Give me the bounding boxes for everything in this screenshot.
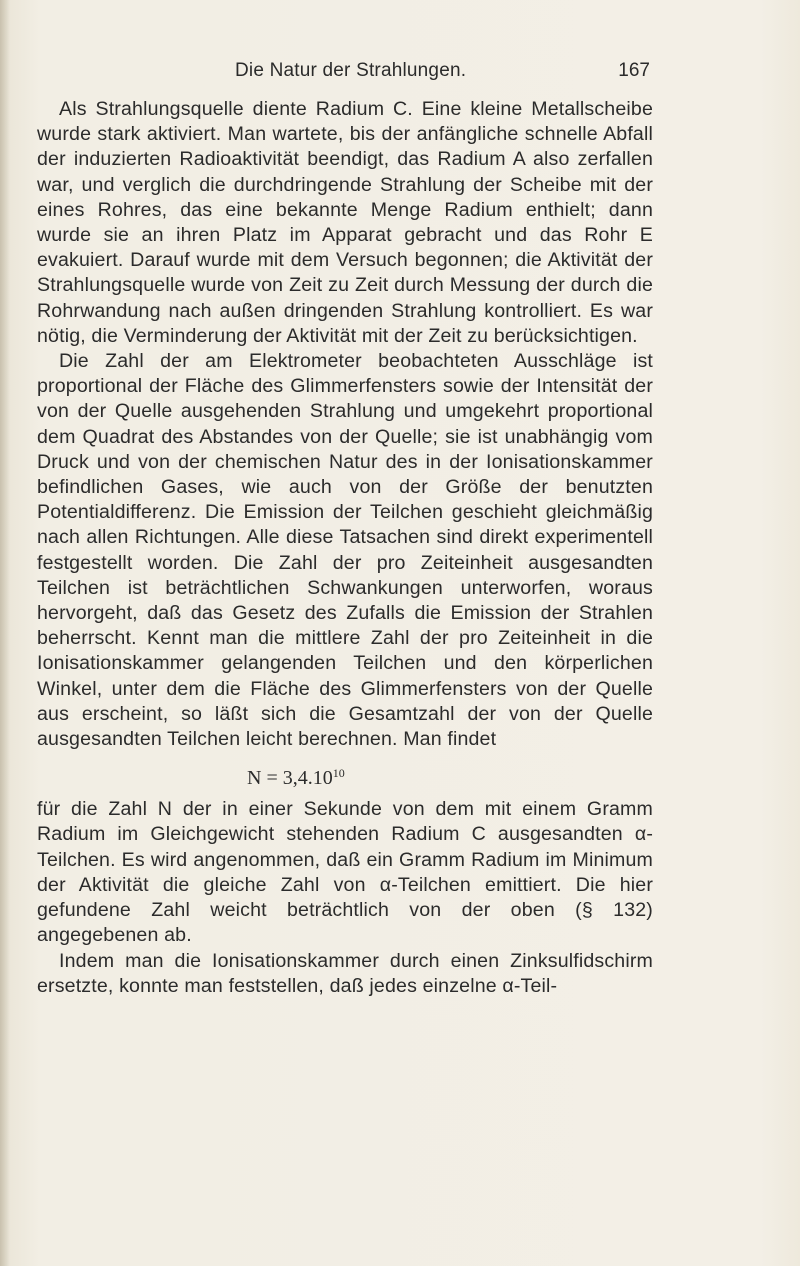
paragraph-1: Als Strahlungsquelle diente Radium C. Eine kleine Metallscheibe wurde stark aktiviert. Man wartete, bis der anfängliche schnelle Abfall der induzierten Radioaktivität beendigt, das Radium A also zerfallen war, und verglich die durchdringende Strahlung der Scheibe mit der eines Rohres, das eine bekannte Menge Radium enthielt; dann wurde sie an ihren Platz im Apparat gebracht und das Rohr E evakuiert. Darauf wurde mit dem Versuch begonnen; die Aktivität der Strahlungsquelle wurde von Zeit zu Zeit durch Messung der durch die Rohrwandung nach außen dringenden Strahlung kontrolliert. Es war nötig, die Verminderung der Aktivität mit der Zeit zu berücksichtigen. [37,98,653,347]
paragraph-4: Indem man die Ionisationskammer durch einen Zinksulfidschirm ersetzte, konnte man feststellen, daß jedes einzelne α-Teil- [37,949,653,997]
body-text [37,97,653,999]
paragraph-2: Die Zahl der am Elektrometer beobachteten Ausschläge ist proportional der Fläche des Glimmerfensters sowie der Intensität der von der Quelle ausgehenden Strahlung und umgekehrt proportional dem Quadrat des Abstandes von der Quelle; sie ist unabhängig vom Druck und von der chemischen Natur des in der Ionisationskammer befindlichen Gases, wie auch von der Größe der benutzten Potentialdifferenz. Die Emission der Teilchen geschieht gleichmäßig nach allen Richtungen. Alle diese Tatsachen sind direkt experimentell festgestellt worden. Die Zahl der pro Zeiteinheit ausgesandten Teilchen ist beträchtlichen Schwankungen unterworfen, woraus hervorgeht, daß das Gesetz des Zufalls die Emission der Strahlen beherrscht. Kennt man die mittlere Zahl der pro Zeiteinheit in die Ionisationskammer gelangenden Teilchen und den körperlichen Winkel, unter dem die Fläche des Glimmerfensters von der Quelle aus erscheint, so läßt sich die Gesamtzahl der von der Quelle ausgesandten Teilchen leicht berechnen. Man findet [37,350,653,751]
formula-exponent: 10 [332,766,345,781]
page-number: 167 [618,60,650,81]
formula-base: N = 3,4.10 [247,767,333,790]
formula [37,760,653,791]
running-head: Die Natur der Strahlungen. [235,60,467,81]
page-header [235,58,650,84]
paragraph-3: für die Zahl N der in einer Sekunde von dem mit einem Gramm Radium im Gleichgewicht stehenden Radium C ausgesandten α-Teilchen. Es wird angenommen, daß ein Gramm Radium im Minimum der Aktivität die gleiche Zahl von α-Teilchen emittiert. Die hier gefundene Zahl weicht beträchtlich von der oben (§ 132) angegebenen ab. [37,798,653,947]
page-binding-shadow [0,0,10,1266]
